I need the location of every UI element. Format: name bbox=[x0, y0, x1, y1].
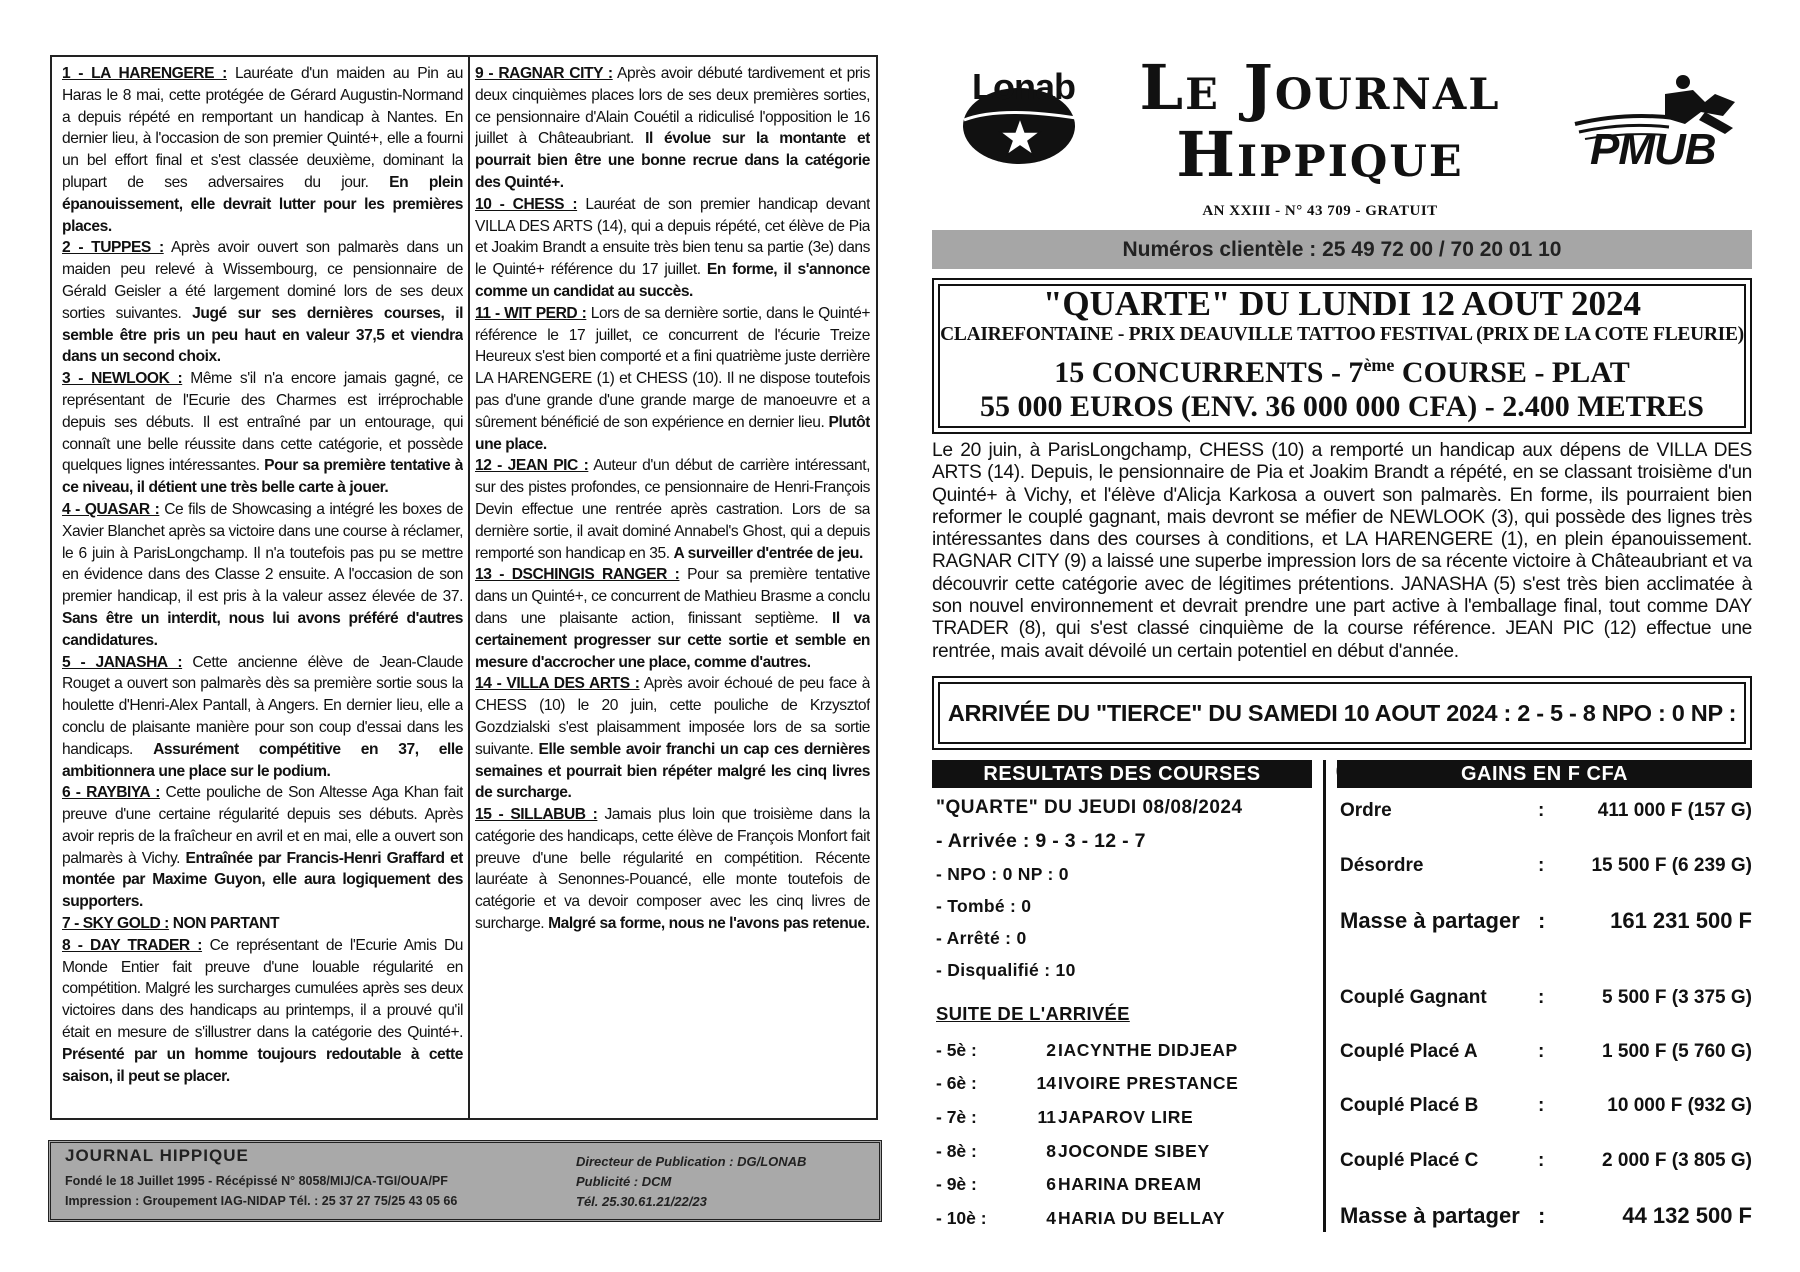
horse-commentary-box bbox=[50, 55, 878, 1120]
client-numbers-bar: Numéros clientèle : 25 49 72 00 / 70 20 01 10 bbox=[932, 230, 1752, 269]
entry-2: 2 - TUPPES : Après avoir ouvert son palmarès dans un maiden peu relevé à Wissembourg, ce pensionnaire de Gérald Geisler a été largement dominé lors de ses deux sorties suivantes. Jugé sur ses dernières courses, il semble être pris un peu haut en valeur 37,5 et viendra dans un second choix. bbox=[62, 239, 463, 366]
publication-footer bbox=[48, 1140, 882, 1222]
footer-contacts: Directeur de Publication : DG/LONAB Publicité : DCM Tél. 25.30.61.21/22/23 bbox=[576, 1154, 807, 1209]
result-arrivee: - Arrivée : 9 - 3 - 12 - 7 bbox=[936, 830, 1146, 852]
entry-8: 8 - DAY TRADER : Ce représentant de l'Ecurie Amis Du Monde Entier fait preuve d'une louable régularité en compétition. Malgré les surcharges cumulées après ses deux victoires dans des handicaps au printemps, il a prouvé qu'il était en mesure de s'illustrer dans la catégorie des Quinté+. Présenté par un homme toujours redoutable à cette saison, il peut se placer. bbox=[62, 936, 463, 1085]
masthead-title-1: Le Journal bbox=[1139, 51, 1501, 124]
suite-row: - 7è : 11 JAPAROV LIRE bbox=[936, 1107, 1194, 1127]
suite-row: - 8è : 8 JOCONDE SIBEY bbox=[936, 1141, 1210, 1161]
suite-row: - 9è : 6 HARINA DREAM bbox=[936, 1174, 1202, 1194]
results-header: RESULTATS DES COURSES bbox=[932, 760, 1312, 788]
suite-arrivee-title: SUITE DE L'ARRIVÉE bbox=[936, 1003, 1130, 1024]
gain-desordre: Désordre : 15 500 F (6 239 G) bbox=[1340, 855, 1752, 876]
entry-4: 4 - QUASAR : Ce fils de Showcasing a intégré les boxes de Xavier Blanchet après sa victoire dans une course à réclamer, le 6 juin à ParisLongchamp. Il n'a toutefois pas pu se mettre en évidence dans des Classe 2 ensuite. A l'occasion de son premier handicap, il est pris à la valeur assez élevée de 37. Sans être un interdit, nous lui avons préféré d'autres candidatures. bbox=[62, 500, 463, 649]
result-tombe: - Tombé : 0 bbox=[936, 896, 1032, 916]
gains-header: GAINS EN F CFA bbox=[1337, 760, 1752, 788]
entry-3: 3 - NEWLOOK : Même s'il n'a encore jamais gagné, ce représentant de l'Ecurie des Charmes est irréprochable depuis ses débuts. Il est entraîné par un entourage, qui connaît une belle réussite dans cette catégorie, et possède quelques lignes intéressantes. Pour sa première tentative à ce niveau, il détient une très belle carte à jouer. bbox=[62, 370, 463, 497]
race-summary: Le 20 juin, à ParisLongchamp, CHESS (10) a remporté un handicap aux dépens de VILLA DES ARTS (14). Depuis, le pensionnaire de Pia et Joakim Brandt a répété, en se classant troisième d'un Quinté+ à Vichy, et l'élève d'Alicja Karkosa a ouvert son palmarès. En forme, ils pourraient bien reformer le couplé gagnant, mais devront se méfier de NEWLOOK (3), qui possède des lignes très intéressantes dans des courses à conditions, et LA HARENGERE (1), en plein épanouissement. RAGNAR CITY (9) a laissé une superbe impression lors de sa récente victoire à Châteaubriant et va découvrir cette catégorie avec de légitimes prétentions. JANASHA (5) s'est très bien acclimatée à son nouvel environnement et devrait prendre une part active à l'emballage final, tout comme DAY TRADER (8), qui s'est classé cinquième de la course référence. JEAN PIC (12) effectue une rentrée, mais avait dévoilé un certain potentiel en début d'année. bbox=[932, 440, 1752, 662]
race-venue: CLAIREFONTAINE - PRIX DEAUVILLE TATTOO FESTIVAL (PRIX DE LA COTE FLEURIE) bbox=[940, 324, 1744, 345]
entry-14: 14 - VILLA DES ARTS : Après avoir échoué de peu face à CHESS (10) le 20 juin, cette pouliche de Krzysztof Gozdzialski s'est plaisamment imposée lors de sa sortie suivante. Elle semble avoir franchi un cap ces dernières semaines et pourrait bien répéter malgré les cinq livres de surcharge. bbox=[475, 675, 870, 802]
footer-brand: JOURNAL HIPPIQUE bbox=[65, 1146, 249, 1165]
gain-ordre: Ordre : 411 000 F (157 G) bbox=[1340, 800, 1752, 821]
pmub-wordmark: PMUB bbox=[1590, 125, 1716, 174]
entry-15: 15 - SILLABUB : Jamais plus loin que troisième dans la catégorie des handicaps, cette élève de François Monfort fait preuve d'une belle régularité en compétition. Récente lauréate à Senonnes-Pouancé, elle monte toutefois de catégorie et va devoir composer avec les cinq livres de surcharge. Malgré sa forme, nous ne l'avons pas retenue. bbox=[475, 806, 870, 933]
commentary-column-left bbox=[62, 63, 463, 1113]
race-title: "QUARTE" DU LUNDI 12 AOUT 2024 bbox=[1042, 284, 1642, 323]
gain-masse-couple: Masse à partager : 44 132 500 F bbox=[1340, 1203, 1752, 1228]
results-divider bbox=[1323, 760, 1326, 1232]
result-arrete: - Arrêté : 0 bbox=[936, 928, 1027, 948]
gain-couple-place-c: Couplé Placé C : 2 000 F (3 805 G) bbox=[1340, 1150, 1752, 1171]
gain-masse-quarte: Masse à partager : 161 231 500 F bbox=[1340, 908, 1752, 933]
suite-row: - 5è : 2 IACYNTHE DIDJEAP bbox=[936, 1040, 1238, 1060]
race-info-box bbox=[932, 278, 1752, 434]
result-npo: - NPO : 0 NP : 0 bbox=[936, 864, 1069, 884]
result-disqualifie: - Disqualifié : 10 bbox=[936, 960, 1076, 980]
race-runners: 15 CONCURRENTS - 7ème COURSE - PLAT bbox=[1054, 355, 1630, 389]
column-divider bbox=[468, 57, 470, 1118]
entry-5: 5 - JANASHA : Cette ancienne élève de Jean-Claude Rouget a ouvert son palmarès dès sa première sortie sous la houlette d'Henri-Alex Pantall, à Angers. En dernier lieu, elle a conclu de plaisante manière pour son coup d'essai dans les handicaps. Assurément compétitive en 37, elle ambitionnera une place sur le podium. bbox=[62, 653, 463, 780]
masthead-title-2: Hippique bbox=[1176, 118, 1464, 191]
entry-13: 13 - DSCHINGIS RANGER : Pour sa première tentative dans un Quinté+, ce concurrent de Mathieu Brasme a conclu dans une plaisante action, finissant septième. Il va certainement progresser sur cette sortie et semble en mesure d'accrocher une place, comme d'autres. bbox=[475, 566, 870, 671]
entry-1: 1 - LA HARENGERE : Lauréate d'un maiden au Pin au Haras le 8 mai, cette protégée de Gérard Augustin-Normand a depuis répété en remportant un handicap à Nantes. En dernier lieu, à l'occasion de son premier Quinté+, elle a fourni un bel effort final et s'est classée deuxième, dominant la plupart de ses adversaires du jour. En plein épanouissement, elle devrait lutter pour les premières places. bbox=[62, 65, 463, 235]
footer-credits: Fondé le 18 Juillet 1995 - Récépissé N° 8058/MIJ/CA-TGI/OUA/PF Impression : Groupement IAG-NIDAP Tél. : 25 37 27 75/25 43 05 66 bbox=[65, 1174, 458, 1208]
tierce-result-box bbox=[932, 676, 1752, 750]
race-purse: 55 000 EUROS (ENV. 36 000 000 CFA) - 2.400 METRES bbox=[980, 390, 1704, 423]
entry-12: 12 - JEAN PIC : Auteur d'un début de carrière intéressant, sur des pistes profondes, ce pensionnaire de Henri-François Devin effectue une rentrée après castration. Lors de sa dernière sortie, il avait dominé Annabel's Ghost, qui a depuis remporté son handicap en 35. A surveiller d'entrée de jeu. bbox=[475, 457, 870, 562]
gain-couple-gagnant: Couplé Gagnant : 5 500 F (3 375 G) bbox=[1340, 987, 1752, 1008]
entry-9: 9 - RAGNAR CITY : Après avoir débuté tardivement et pris deux cinquièmes places lors de ses deux premières sorties, ce pensionnaire d'Alain Couétil a ridiculisé l'opposition le 16 juillet à Châteaubriant. Il évolue sur la montante et pourrait bien être une bonne recrue dans la catégorie des Quinté+. bbox=[475, 65, 870, 191]
entry-6: 6 - RAYBIYA : Cette pouliche de Son Altesse Aga Khan fait preuve d'une certaine régularité depuis ses débuts. Après avoir repris de la fraîcheur en avril et en mai, elle a ouvert son palmarès à Vichy. Entraînée par Francis-Henri Graffard et montée par Maxime Guyon, elle aura logiquement des supporters. bbox=[62, 784, 463, 911]
entry-7: 7 - SKY GOLD : NON PARTANT bbox=[62, 915, 280, 933]
issue-line: AN XXIII - N° 43 709 - GRATUIT bbox=[1202, 203, 1438, 219]
lonab-wordmark: Lonab bbox=[972, 66, 1075, 107]
commentary-column-right bbox=[475, 63, 870, 1113]
entry-11: 11 - WIT PERD : Lors de sa dernière sortie, dans le Quinté+ référence le 17 juillet, ce concurrent de l'écurie Treize Heureux s'est bien comporté et a fini quatrième juste derrière LA HARENGERE (1) et CHESS (10). Il ne dispose toutefois pas d'une grande d'une grande marge de manoeuvre et a sûrement bénéficié de son expérience en dernier lieu. Plutôt une place. bbox=[475, 304, 870, 453]
tierce-result: ARRIVÉE DU "TIERCE" DU SAMEDI 10 AOUT 2024 : 2 - 5 - 8 NPO : 0 NP : bbox=[938, 682, 1746, 744]
gain-couple-place-b: Couplé Placé B : 10 000 F (932 G) bbox=[1340, 1095, 1752, 1116]
suite-row: - 10è : 4 HARIA DU BELLAY bbox=[936, 1208, 1226, 1228]
suite-row: - 6è : 14 IVOIRE PRESTANCE bbox=[936, 1073, 1239, 1093]
quarte-result-title: "QUARTE" DU JEUDI 08/08/2024 bbox=[936, 797, 1243, 818]
gain-couple-place-a: Couplé Placé A : 1 500 F (5 760 G) bbox=[1340, 1041, 1752, 1062]
entry-10: 10 - CHESS : Lauréat de son premier handicap devant VILLA DES ARTS (14), qui a depuis répété, cet élève de Pia et Joakim Brandt a ensuite très bien tenu sa partie (3e) dans le Quinté+ référence du 17 juillet. En forme, il s'annonce comme un candidat au succès. bbox=[475, 195, 870, 300]
